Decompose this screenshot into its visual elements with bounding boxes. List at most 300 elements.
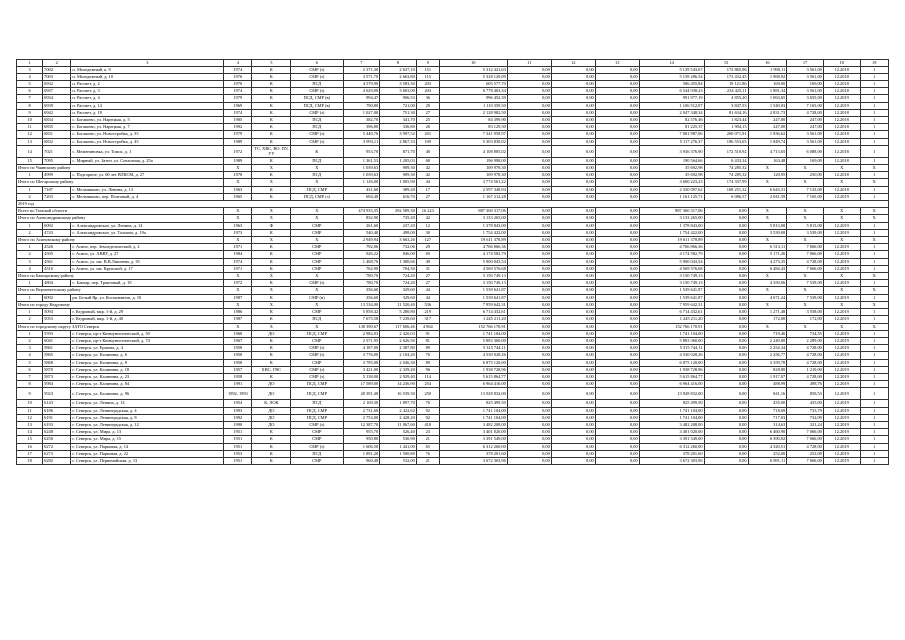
register-table (16, 59, 889, 465)
table-cell: ПСД (291, 400, 343, 407)
table-cell: Итого по Александровскому району (17, 215, 224, 222)
table-cell: г. Асино, ул. им. Крупской, д. 17 (71, 265, 224, 272)
table-cell: ДО (252, 330, 291, 337)
table-cell: 0,00 (507, 414, 551, 421)
table-cell: 0,00 (507, 309, 551, 316)
table-cell: 4 174 582,79 (639, 251, 704, 258)
table-cell: 0,00 (704, 316, 748, 323)
table-cell: 1 741 104,00 (439, 330, 507, 337)
table-cell: 732,09 (787, 414, 824, 421)
table-cell: 6 964 416,00 (439, 381, 507, 388)
table-cell: 1971 (224, 244, 252, 251)
table-cell: 0,00 (507, 352, 551, 359)
table-cell: 0,00 (507, 131, 551, 138)
table-cell: 4 187,00 (343, 345, 380, 352)
table-cell: 3 421,00 (343, 366, 380, 373)
table-cell: 5873 (43, 373, 71, 380)
table-cell: 7 066,00 (787, 429, 824, 436)
table-cell: 4 (17, 265, 43, 272)
table-cell: 81 (416, 337, 439, 344)
table-cell: X (823, 323, 860, 330)
table-cell: 7 165,00 (787, 102, 824, 109)
table-cell: 15 (704, 60, 748, 67)
table-cell: 12 387,70 (343, 421, 380, 428)
table-cell: 2 597 348,94 (439, 186, 507, 193)
table-cell: 18 (823, 60, 860, 67)
table-cell: 0,00 (704, 381, 748, 388)
table-cell: 27 (416, 280, 439, 287)
subtotal-row (17, 323, 889, 330)
table-cell: 4 964 (416, 323, 439, 330)
table-cell: 1 005,90 (380, 179, 417, 186)
table-cell: 6 433,34 (704, 157, 748, 164)
table-cell: 82 576,46 (639, 117, 704, 124)
table-cell: 605 577,70 (439, 81, 507, 88)
table-cell: 0,00 (704, 258, 748, 265)
table-cell: 42 (416, 172, 439, 179)
table-cell: 5 900 043,54 (639, 258, 704, 265)
table-cell: 5 (17, 81, 43, 88)
table-cell: X (823, 237, 860, 244)
table-cell: 12.2018 (823, 124, 860, 131)
table-cell: 0,00 (595, 316, 639, 323)
table-cell: 0,00 (507, 179, 551, 186)
table-cell: 1974 (224, 88, 252, 95)
table-cell: 0,00 (507, 443, 551, 450)
table-cell: 0,00 (704, 273, 748, 280)
table-cell: 1 (860, 345, 889, 352)
table-row (17, 280, 889, 287)
table-cell: 1 (17, 172, 43, 179)
table-cell: 0,00 (551, 414, 595, 421)
table-cell: 1974 (224, 258, 252, 265)
table-cell: 9 (17, 109, 43, 116)
table-cell: г. Северск, ул. Ленинградская, д. 8 (71, 414, 224, 421)
table-cell: 151 (416, 66, 439, 73)
table-cell: 12.2019 (823, 352, 860, 359)
table-cell: 3 391 549,00 (439, 436, 507, 443)
table-cell: 6939 (43, 102, 71, 109)
table-cell: К (252, 193, 291, 200)
table-cell: 0,00 (551, 73, 595, 80)
table-cell: К (252, 157, 291, 164)
table-cell: 65 (416, 443, 439, 450)
table-cell: 6 390,02 (748, 436, 787, 443)
table-cell: ПСД, СМР (291, 388, 343, 400)
table-cell: 0,00 (595, 81, 639, 88)
table-cell: 0,00 (595, 443, 639, 450)
table-cell: 3 672 303,96 (639, 457, 704, 464)
table-cell: 4743 (43, 229, 71, 236)
table-cell: п. Рассвет, д. 3 (71, 88, 224, 95)
table-cell: К (252, 429, 291, 436)
table-cell: 530,90 (380, 436, 417, 443)
table-cell: 0,00 (507, 457, 551, 464)
table-cell: ПСД, СМР (291, 407, 343, 414)
table-cell: 203 (416, 81, 439, 88)
table-cell: 12 (17, 414, 43, 421)
table-cell: 4 728,00 (787, 443, 824, 450)
table-cell: с. Межениновка, ул. Томск, д. 1 (71, 145, 224, 157)
table-cell: 1 (860, 450, 889, 457)
table-cell: г. Северск, ул. Ленинградская, д. 4 (71, 407, 224, 414)
table-cell: 3 663,26 (380, 237, 417, 244)
table-cell: 0,00 (595, 229, 639, 236)
table-cell: К (252, 373, 291, 380)
table-cell: 1 891,20 (343, 450, 380, 457)
table-row (17, 414, 889, 421)
table-cell: 6041 (43, 337, 71, 344)
table-cell: 4 569 576,68 (439, 265, 507, 272)
table-cell: 6942 (43, 109, 71, 116)
table-cell: с. Богашево, ул. Нарецкая, д. 5 (71, 117, 224, 124)
table-cell: 0,00 (507, 157, 551, 164)
table-cell: 1 (17, 60, 43, 67)
table-cell: п. Молодежный, д. 10 (71, 73, 224, 80)
table-cell: 1 823,44 (704, 117, 748, 124)
table-cell: 0,00 (704, 294, 748, 301)
table-cell: г. Северск, ул. Ленина, д. 14 (71, 400, 224, 407)
table-cell: 4 174 582,79 (439, 251, 507, 258)
table-cell: 0,00 (551, 381, 595, 388)
table-cell: 260 071,91 (704, 131, 748, 138)
table-cell: 7 133,00 (787, 186, 824, 193)
table-cell: 92 (416, 407, 439, 414)
table-cell: 1974 (224, 109, 252, 116)
table-cell: 4 728,00 (787, 109, 824, 116)
table-row (17, 316, 889, 323)
table-cell: 4561 (43, 258, 71, 265)
table-cell: 4 530 028,26 (639, 352, 704, 359)
table-cell: 955,70 (343, 429, 380, 436)
table-cell: 586 455,84 (639, 81, 704, 88)
table-cell: 3 150 749,13 (439, 273, 507, 280)
table-cell: 0,00 (507, 429, 551, 436)
table-cell: 732,06 (380, 244, 417, 251)
table-cell: 5865 (43, 352, 71, 359)
table-cell: 792,06 (343, 244, 380, 251)
table-cell: X (291, 287, 343, 294)
table-cell: X (860, 301, 889, 308)
table-cell: 31 (416, 265, 439, 272)
table-cell: 96 (416, 366, 439, 373)
table-cell: 201 (416, 131, 439, 138)
table-cell: 2 731,60 (343, 407, 380, 414)
table-cell: 1 741 104,00 (639, 407, 704, 414)
table-cell: 0,00 (551, 345, 595, 352)
table-cell: 1 245 211,20 (439, 316, 507, 323)
table-cell: 6832 (43, 138, 71, 145)
table-cell: 0,00 (551, 131, 595, 138)
table-cell: 1951 (224, 443, 252, 450)
table-cell: 3 655,00 (787, 95, 824, 102)
table-cell: X (823, 301, 860, 308)
table-cell: 0,00 (704, 237, 748, 244)
table-cell: 1954 (224, 400, 252, 407)
table-cell: ДО (252, 421, 291, 428)
table-cell: 3 482 208,00 (439, 421, 507, 428)
table-cell: 953,70 (343, 145, 380, 157)
table-cell: 991 977,19 (639, 95, 704, 102)
table-cell: 172 865,96 (704, 66, 748, 73)
table-cell: 0,00 (595, 66, 639, 73)
table-cell: 7203 (43, 193, 71, 200)
table-row (17, 457, 889, 464)
table-cell: X (224, 287, 252, 294)
table-cell: СМР (з) (291, 138, 343, 145)
table-cell: 1 (17, 186, 43, 193)
table-cell: 6831 (43, 131, 71, 138)
table-cell: 0,00 (551, 88, 595, 95)
table-cell: 1 (860, 157, 889, 164)
table-cell: с. Мельниково, пер. Почтовый, д. 4 (71, 193, 224, 200)
table-cell: 0,00 (595, 337, 639, 344)
table-cell: 4 766 866,36 (439, 244, 507, 251)
table-cell: X (787, 323, 824, 330)
table-cell: 11 520,40 (380, 301, 417, 308)
subtotal-row (17, 165, 889, 172)
table-cell: 11 (507, 60, 551, 67)
table-cell: 0,00 (704, 429, 748, 436)
table-cell: 1 (17, 294, 43, 301)
table-cell: Итого по городу Кедровому (17, 301, 224, 308)
table-cell: 13 928 832,00 (439, 388, 507, 400)
table-cell: 0,00 (507, 258, 551, 265)
table-cell: 3 133 265,00 (439, 215, 507, 222)
table-cell: 6 964 416,00 (639, 381, 704, 388)
table-cell: ПСД, СМР (в) (291, 102, 343, 109)
table-cell: 0,00 (507, 359, 551, 366)
table-cell: 6 875 120,00 (439, 359, 507, 366)
table-cell: 6 714 432,61 (639, 309, 704, 316)
table-cell: 4 629,00 (343, 88, 380, 95)
table-cell: 35 692,98 (639, 165, 704, 172)
table-cell: г. Северск, пр-т Коммунистический, д. 50 (71, 330, 224, 337)
table-cell: X (291, 208, 343, 215)
table-cell: 0,00 (595, 258, 639, 265)
table-cell: X (291, 179, 343, 186)
table-cell: 1 380,66 (380, 258, 417, 265)
table-cell: 1 741 104,00 (439, 407, 507, 414)
table-cell: К (252, 102, 291, 109)
table-cell: 252,00 (748, 450, 787, 457)
table-cell: 825 499,50 (639, 400, 704, 407)
table-cell: г. Северск, ул. Калинина, д. 6 (71, 352, 224, 359)
table-cell: 7 (17, 373, 43, 380)
table-cell: 6 088,00 (787, 145, 824, 157)
table-cell: X (224, 208, 252, 215)
table-cell: 168 251,32 (704, 186, 748, 193)
table-cell: 0,00 (704, 450, 748, 457)
table-cell: 1 161 125,71 (639, 193, 704, 200)
table-cell: 0,00 (595, 193, 639, 200)
table-cell: 12.2019 (823, 414, 860, 421)
table-cell: 1984 (224, 251, 252, 258)
table-cell: 8 (17, 381, 43, 388)
table-row (17, 265, 889, 272)
table-cell: 2 (43, 60, 71, 67)
table-cell: X (748, 323, 787, 330)
table-cell: 7 675,58 (343, 316, 380, 323)
table-cell: X (291, 273, 343, 280)
table-cell: 4 766 866,36 (639, 244, 704, 251)
table-cell: 0,00 (595, 88, 639, 95)
table-cell: ДО (252, 414, 291, 421)
table-cell: 44 (416, 179, 439, 186)
table-cell: 4 713,65 (748, 145, 787, 157)
table-cell: 40 (416, 145, 439, 157)
table-cell: 0,00 (595, 237, 639, 244)
table-cell: ПСД (291, 81, 343, 88)
table-cell: с. Богашево, ул. Нарецкая, д. 7 (71, 124, 224, 131)
table-cell: 12.2019 (823, 366, 860, 373)
table-cell: 1 (860, 309, 889, 316)
table-cell: 7 959 642,31 (639, 301, 704, 308)
table-cell: 0,00 (551, 443, 595, 450)
table-cell: 12.2019 (823, 251, 860, 258)
table-cell: рп. Белый Яр, ул. Космонавтов, д. 10 (71, 294, 224, 301)
table-cell: К (252, 359, 291, 366)
table-cell: 0,00 (507, 193, 551, 200)
table-cell: 0,00 (704, 215, 748, 222)
table-cell: X (748, 237, 787, 244)
table-cell: 12.2018 (823, 145, 860, 157)
table-cell: X (252, 165, 291, 172)
table-cell: 0,00 (595, 309, 639, 316)
table-cell: г. Северск, ул. Парковая, д. 22 (71, 450, 224, 457)
year-row (17, 201, 889, 208)
table-cell: К (252, 337, 291, 344)
table-cell: 336,80 (380, 124, 417, 131)
table-cell: 7003 (43, 73, 71, 80)
table-cell: 1 (860, 280, 889, 287)
table-cell: 3 672 303,96 (439, 457, 507, 464)
table-cell: 0,00 (595, 457, 639, 464)
table-cell: 0,00 (507, 450, 551, 457)
table-cell: 247,00 (748, 117, 787, 124)
subtotal-row (17, 179, 889, 186)
table-cell: К (252, 88, 291, 95)
table-cell: 0,00 (595, 102, 639, 109)
table-cell: К (252, 138, 291, 145)
table-cell: 0,00 (551, 157, 595, 164)
table-cell: 12.2019 (823, 421, 860, 428)
table-cell: г. Северск, ул. Калинина, д. 23 (71, 373, 224, 380)
table-cell: 6 513,11 (748, 244, 787, 251)
table-cell: 0,00 (507, 400, 551, 407)
table-cell: 3 997,52 (380, 131, 417, 138)
table-cell: 7 165,00 (787, 193, 824, 200)
table-cell: г. Северск, ул. Калинина, д. 8 (71, 359, 224, 366)
table-row (17, 138, 889, 145)
table-cell: 887 360 317,06 (439, 208, 507, 215)
table-cell: 5 158 286,54 (639, 73, 704, 80)
table-cell: 19 (860, 60, 889, 67)
table-cell: 3 (17, 66, 43, 73)
table-cell: 4 728,00 (787, 352, 824, 359)
table-cell: 0,00 (507, 373, 551, 380)
table-cell: X (291, 301, 343, 308)
table-cell: 3 401 020,00 (439, 429, 507, 436)
table-cell: 5 813,00 (787, 222, 824, 229)
table-cell: К (252, 186, 291, 193)
table-cell: 0,00 (507, 273, 551, 280)
table-cell: 540,40 (343, 229, 380, 236)
table-cell: СМР (291, 244, 343, 251)
table-cell: 0,00 (595, 165, 639, 172)
table-cell: X (252, 179, 291, 186)
table-cell: 30 (416, 229, 439, 236)
table-cell: 0,00 (551, 287, 595, 294)
table-cell: К (252, 265, 291, 272)
table-cell: 12.2019 (823, 373, 860, 380)
table-cell: 1 378 843,00 (639, 222, 704, 229)
table-cell: ПСД, СМР (з) (291, 193, 343, 200)
table-cell: 3 571,70 (343, 73, 380, 80)
table-cell: 7 239,60 (380, 316, 417, 323)
table-cell: 780,70 (343, 273, 380, 280)
table-cell: 1 (860, 258, 889, 265)
table-cell: 0,00 (507, 323, 551, 330)
table-cell: 1 836,62 (748, 131, 787, 138)
table-cell: 250,00 (787, 172, 824, 179)
table-cell: 4 530 028,26 (439, 352, 507, 359)
table-cell: 25 (416, 117, 439, 124)
table-cell: с. Богашево, ул. Новостройка, д. 45 (71, 138, 224, 145)
table-row (17, 337, 889, 344)
table-cell: 1 (860, 222, 889, 229)
table-cell: 10 (439, 60, 507, 67)
table-cell: 3 993,11 (343, 138, 380, 145)
table-row (17, 309, 889, 316)
table-cell: 16 (17, 443, 43, 450)
table-cell: 0,00 (551, 301, 595, 308)
table-cell: 435,00 (787, 400, 824, 407)
table-cell: 0,00 (551, 450, 595, 457)
table-cell: 0,00 (507, 215, 551, 222)
table-cell: 0,00 (507, 81, 551, 88)
table-cell: 1 (860, 66, 889, 73)
table-cell: 16 539,30 (380, 388, 417, 400)
table-cell: 7187 (43, 186, 71, 193)
table-cell: 1951 (224, 429, 252, 436)
table-cell: ПСД, СМР (291, 330, 343, 337)
table-cell: 5923 (43, 388, 71, 400)
table-cell: К (252, 294, 291, 301)
table-cell: 1 (860, 436, 889, 443)
table-cell: X (224, 237, 252, 244)
table-cell: 0,00 (595, 450, 639, 457)
table-cell: 1 361,53 (343, 157, 380, 164)
table-cell: 389,20 (380, 186, 417, 193)
table-cell: X (787, 237, 824, 244)
table-cell: 7 539,00 (787, 280, 824, 287)
table-cell: 329,60 (380, 287, 417, 294)
table-cell: К (252, 95, 291, 102)
table-cell: 13 (17, 421, 43, 428)
table-cell: 12.2019 (823, 280, 860, 287)
table-cell: 6186 (43, 407, 71, 414)
table-cell: 0,00 (551, 258, 595, 265)
table-cell: 751,30 (380, 109, 417, 116)
table-cell: 858,53 (787, 388, 824, 400)
table-cell: 6 312 260,00 (639, 443, 704, 450)
table-cell: 0,00 (507, 208, 551, 215)
table-cell: 1 917,07 (748, 373, 787, 380)
table-cell: 84 399,90 (439, 117, 507, 124)
table-cell: 1993 (224, 407, 252, 414)
table-cell: 1953 (224, 450, 252, 457)
